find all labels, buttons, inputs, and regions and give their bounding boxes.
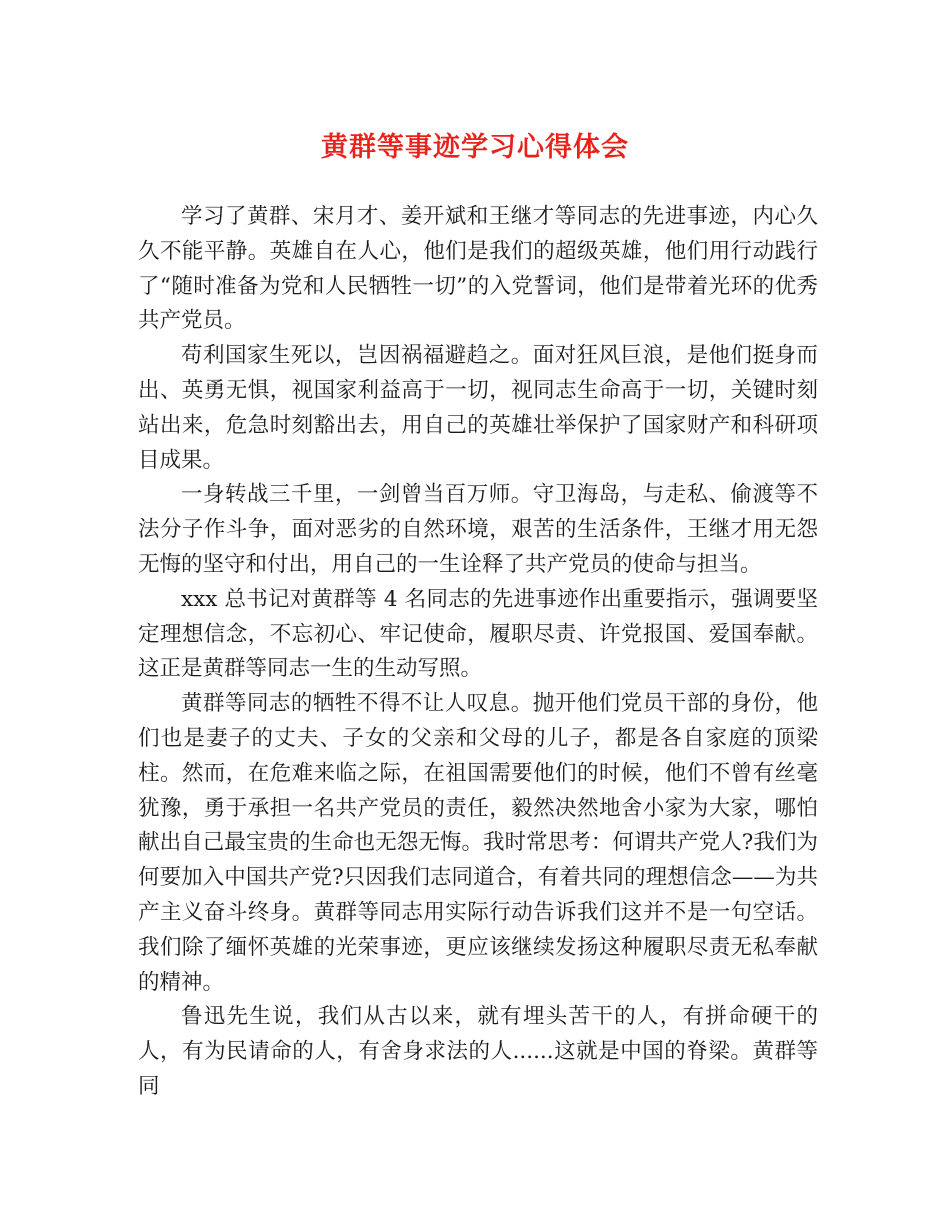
document-title: 黄群等事迹学习心得体会 <box>321 132 629 163</box>
paragraph-3: 一身转战三千里，一剑曾当百万师。守卫海岛，与走私、偷渡等不法分子作斗争，面对恶劣的自然环境，艰苦的生活条件，王继才用无怨无悔的坚守和付出，用自己的一生诠释了共产党员的使命与担当。 <box>138 482 818 577</box>
paragraph-4: xxx 总书记对黄群等 4 名同志的先进事迹作出重要指示，强调要坚定理想信念，不忘初心、牢记使命，履职尽责、许党报国、爱国奉献。这正是黄群等同志一生的生动写照。 <box>138 586 818 682</box>
paragraph-5: 黄群等同志的牺牲不得不让人叹息。抛开他们党员干部的身份，他们也是妻子的丈夫、子女的父亲和父母的儿子，都是各自家庭的顶梁柱。然而，在危难来临之际，在祖国需要他们的时候，他们不曾有丝毫犹豫，勇于承担一名共产党员的责任，毅然决然地舍小家为大家，哪怕献出自己最宝贵的生命也无怨无悔。我时常思考：何谓共产党人?我们为何要加入中国共产党?只因我们志同道合，有着共同的理想信念——为共产主义奋斗终身。黄群等同志用实际行动告诉我们这并不是一句空话。我们除了缅怀英雄的光荣事迹，更应该继续发扬这种履职尽责无私奉献的精神。 <box>138 691 818 995</box>
document-body <box>138 200 818 1105</box>
paragraph-6: 鲁迅先生说，我们从古以来，就有埋头苦干的人，有拼命硬干的人，有为民请命的人，有舍身求法的人......这就是中国的脊梁。黄群等同 <box>138 1004 818 1099</box>
paragraph-2: 苟利国家生死以，岂因祸福避趋之。面对狂风巨浪，是他们挺身而出、英勇无惧，视国家利益高于一切，视同志生命高于一切，关键时刻站出来，危急时刻豁出去，用自己的英雄壮举保护了国家财产和科研项目成果。 <box>138 343 818 473</box>
paragraph-1: 学习了黄群、宋月才、姜开斌和王继才等同志的先进事迹，内心久久不能平静。英雄自在人心，他们是我们的超级英雄，他们用行动践行了“随时准备为党和人民牺牲一切”的入党誓词，他们是带着光环的优秀共产党员。 <box>138 204 818 334</box>
